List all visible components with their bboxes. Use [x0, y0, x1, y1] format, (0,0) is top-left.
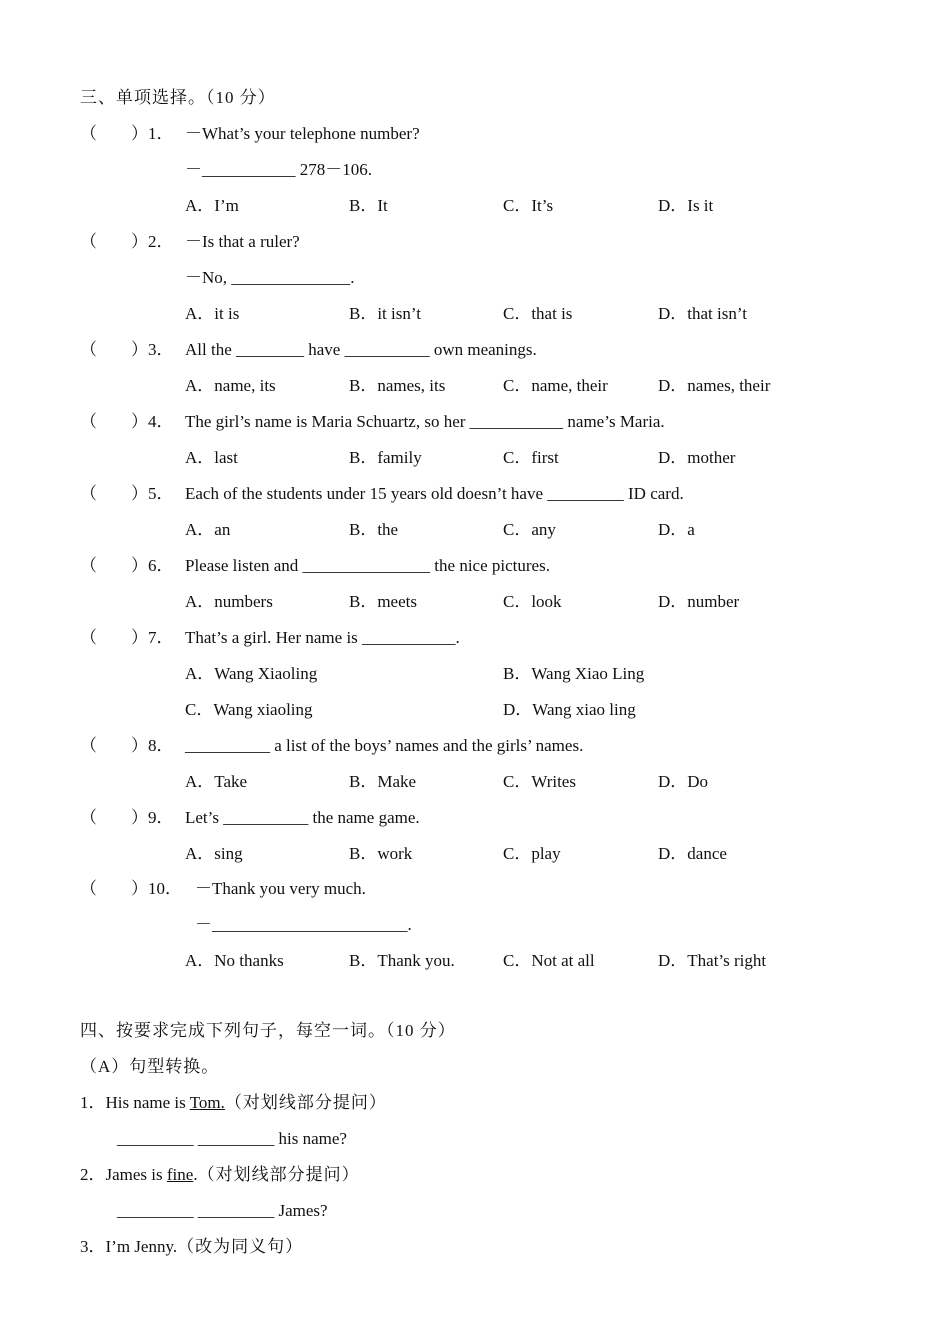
question-stem: Each of the students under 15 years old doesn’t have _________ ID card.: [185, 484, 684, 503]
question-stem: －_______________________.: [195, 915, 412, 934]
sentence-text: His name is: [105, 1093, 190, 1112]
option-b[interactable]: B．Make: [349, 772, 417, 791]
option-d[interactable]: D．number: [658, 592, 740, 611]
option-d[interactable]: D．Is it: [658, 196, 714, 215]
question-stem: －No, ______________.: [185, 268, 355, 287]
option-a[interactable]: A．name, its: [185, 376, 276, 395]
option-c[interactable]: C．look: [503, 592, 562, 611]
option-d[interactable]: D．Do: [658, 772, 709, 791]
question-stem: －Is that a ruler?: [185, 232, 300, 251]
section-3-heading: 三、单项选择。（10 分）: [80, 88, 276, 107]
answer-bracket[interactable]: （ ）7．: [80, 628, 174, 647]
option-a[interactable]: A．an: [185, 520, 231, 539]
option-b[interactable]: B．family: [349, 448, 422, 467]
option-b[interactable]: B．work: [349, 844, 413, 863]
section-4-heading: 四、按要求完成下列句子，每空一词。（10 分）: [80, 1021, 456, 1040]
instruction: （改为同义句）: [177, 1237, 304, 1256]
sentence-suffix: .: [193, 1165, 198, 1184]
answer-bracket[interactable]: （ ）10．: [80, 879, 182, 898]
underlined-word: fine: [166, 1165, 194, 1184]
option-a[interactable]: A．No thanks: [185, 951, 284, 970]
option-d[interactable]: D．names, their: [658, 376, 771, 395]
question-stem: －___________ 278－106.: [185, 160, 372, 179]
option-c[interactable]: C．name, their: [503, 376, 608, 395]
option-d[interactable]: D．That’s right: [658, 951, 767, 970]
rewrite-item-1: [80, 1094, 387, 1111]
option-a[interactable]: A．sing: [185, 844, 243, 863]
option-a[interactable]: A．last: [185, 448, 238, 467]
question-stem: Please listen and _______________ the nice pictures.: [185, 556, 550, 575]
sentence-text: I’m Jenny.: [105, 1237, 178, 1256]
answer-line-1[interactable]: _________ _________ his name?: [117, 1129, 347, 1148]
item-number: 1．: [80, 1093, 106, 1112]
option-b[interactable]: B．Thank you.: [349, 951, 455, 970]
option-b[interactable]: B．names, its: [349, 376, 446, 395]
question-stem: __________ a list of the boys’ names and the girls’ names.: [185, 736, 584, 755]
option-b[interactable]: B．it isn’t: [349, 304, 421, 323]
option-d[interactable]: D．dance: [658, 844, 727, 863]
option-b[interactable]: B．meets: [349, 592, 417, 611]
section-4-subheading: （A）句型转换。: [80, 1057, 220, 1076]
question-stem: The girl’s name is Maria Schuartz, so her ___________ name’s Maria.: [185, 412, 665, 431]
underlined-word: Tom.: [189, 1093, 225, 1112]
question-stem: －What’s your telephone number?: [185, 124, 420, 143]
question-stem: Let’s __________ the name game.: [185, 808, 420, 827]
option-c[interactable]: C．Not at all: [503, 951, 595, 970]
option-c[interactable]: C．play: [503, 844, 561, 863]
answer-bracket[interactable]: （ ）5．: [80, 484, 174, 503]
option-a[interactable]: A．it is: [185, 304, 240, 323]
answer-bracket[interactable]: （ ）3．: [80, 340, 174, 359]
option-d[interactable]: D．a: [658, 520, 695, 539]
option-c[interactable]: C．Writes: [503, 772, 576, 791]
option-a[interactable]: A．I’m: [185, 196, 239, 215]
sentence-text: James is: [105, 1165, 167, 1184]
option-c[interactable]: C．that is: [503, 304, 573, 323]
answer-bracket[interactable]: （ ）2．: [80, 232, 174, 251]
question-stem: －Thank you very much.: [195, 879, 366, 898]
answer-bracket[interactable]: （ ）4．: [80, 412, 174, 431]
option-a[interactable]: A．numbers: [185, 592, 273, 611]
option-d[interactable]: D．that isn’t: [658, 304, 747, 323]
option-c[interactable]: C．first: [503, 448, 559, 467]
option-a[interactable]: A．Wang Xiaoling: [185, 664, 318, 683]
option-b[interactable]: B．Wang Xiao Ling: [503, 664, 645, 683]
item-number: 3．: [80, 1237, 106, 1256]
rewrite-item-3: [80, 1238, 303, 1255]
option-c[interactable]: C．any: [503, 520, 556, 539]
answer-bracket[interactable]: （ ）6．: [80, 556, 174, 575]
option-b[interactable]: B．the: [349, 520, 399, 539]
option-d[interactable]: D．mother: [658, 448, 736, 467]
item-number: 2．: [80, 1165, 106, 1184]
option-c[interactable]: C．It’s: [503, 196, 554, 215]
option-a[interactable]: A．Take: [185, 772, 248, 791]
option-b[interactable]: B．It: [349, 196, 388, 215]
question-stem: That’s a girl. Her name is ___________.: [185, 628, 460, 647]
option-c[interactable]: C．Wang xiaoling: [185, 700, 313, 719]
answer-bracket[interactable]: （ ）9．: [80, 808, 174, 827]
answer-bracket[interactable]: （ ）1．: [80, 124, 174, 143]
answer-bracket[interactable]: （ ）8．: [80, 736, 174, 755]
instruction: （对划线部分提问）: [224, 1093, 387, 1112]
answer-line-2[interactable]: _________ _________ James?: [117, 1201, 328, 1220]
question-stem: All the ________ have __________ own meanings.: [185, 340, 537, 359]
option-d[interactable]: D．Wang xiao ling: [503, 700, 636, 719]
instruction: （对划线部分提问）: [197, 1165, 360, 1184]
rewrite-item-2: [80, 1166, 360, 1183]
